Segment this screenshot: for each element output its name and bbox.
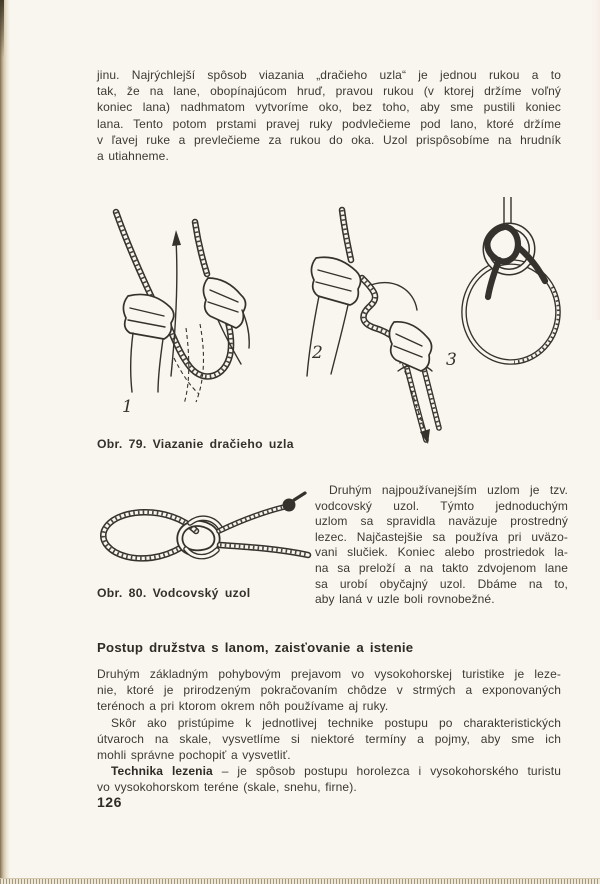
text-line: uzlom sa spravidla naväzuje prostredný [315, 514, 568, 529]
text-line: a utiahneme. [97, 149, 169, 164]
text-line: nie, ktoré je prirodzeným pokračovaním chôdze v strmých a exponovaných [97, 683, 561, 698]
text-line: lana. Tento potom prstami pravej ruky podvlečieme pod lano, ktoré držíme [97, 116, 561, 131]
text-line: jinu. Najrýchlejší spôsob viazania „dračieho uzla“ je jednou rukou a to [97, 68, 561, 82]
text-line: tak, že na lane, obopínajúcom hruď, pravou rukou (v ktorej držíme voľný [97, 84, 561, 99]
rope [342, 210, 439, 440]
section-heading: Postup družstva s lanom, zaisťovanie a istenie [97, 640, 414, 655]
figure-80-caption: Obr. 80. Vodcovský uzol [97, 586, 251, 600]
text-line: terénoch a pri ktorom okrem nôh používame aj ruky. [97, 699, 389, 714]
figure-79-step-1-illustration [78, 206, 250, 428]
scan-right-tint [592, 0, 600, 320]
scan-corner-mark [0, 0, 4, 58]
lower-hand [389, 322, 431, 371]
knot [180, 518, 221, 556]
figure-79-step-3-illustration [438, 197, 580, 383]
text-line [97, 763, 561, 779]
scan-left-edge [0, 0, 10, 884]
text-line: Druhým najpoužívanejším uzlom je tzv. [329, 483, 568, 497]
motion-dashed-lines [174, 324, 203, 404]
vodcovsky-paragraph [315, 483, 568, 608]
text-line: Skôr ako pristúpime k jednotlivej technike postupu po charakteristických [111, 715, 561, 730]
text-line: mohli správne pochopiť a vysvetliť. [97, 748, 291, 763]
step-number: 2 [312, 343, 323, 363]
term-technika-lezenia: Technika lezenia [111, 764, 213, 779]
text-line: sa urobí obyčajný uzol. Dbáme na to, [315, 576, 568, 591]
figure-79-caption: Obr. 79. Viazanie dračieho uzla [97, 437, 294, 451]
figure-79-step-2-illustration [256, 206, 444, 449]
figure-80-illustration [84, 489, 312, 587]
text-line: aby laná v uzle boli rovnobežné. [315, 592, 495, 607]
text-line: vodcovský uzol. Týmto jednoduchým [315, 498, 568, 513]
text-line: koniec lana) nadhmatom vytvoríme oko, bez toho, aby sme pustili koniec [97, 100, 561, 115]
standing-rope [504, 197, 511, 227]
text-line: útvaroch na skale, vysvetlíme si niektoré termíny a pojmy, aby sme ich [97, 731, 561, 746]
rope-end-upper [219, 493, 305, 531]
step-number: 1 [122, 397, 133, 417]
text-line: lezec. Najčastejšie sa používa pri uväzo- [315, 529, 568, 544]
step-number: 3 [446, 350, 457, 370]
text-line: v ľavej ruke a prevlečieme za rukou do oka. Uzol prispôsobíme na hrudník [97, 132, 561, 147]
text-line: na sa preloží a na takto zdvojenom lane [315, 560, 568, 575]
text-line: vani slučiek. Koniec alebo prostriedok la- [315, 545, 568, 560]
term-definition: – je spôsob postupu horolezca i vysokohorského turistu [212, 764, 561, 779]
intro-paragraph [97, 67, 561, 164]
section-body [97, 666, 561, 796]
left-hand [123, 294, 173, 392]
rope-end-lower [220, 545, 308, 555]
right-hand [203, 278, 249, 364]
page-number: 126 [97, 794, 122, 810]
text-line: Druhým základným pohybovým prejavom vo vysokohorskej turistike je leze- [97, 667, 561, 681]
scan-bottom-edge [0, 878, 600, 884]
text-line: vo vysokohorskom teréne (skale, snehu, firne). [97, 780, 357, 795]
